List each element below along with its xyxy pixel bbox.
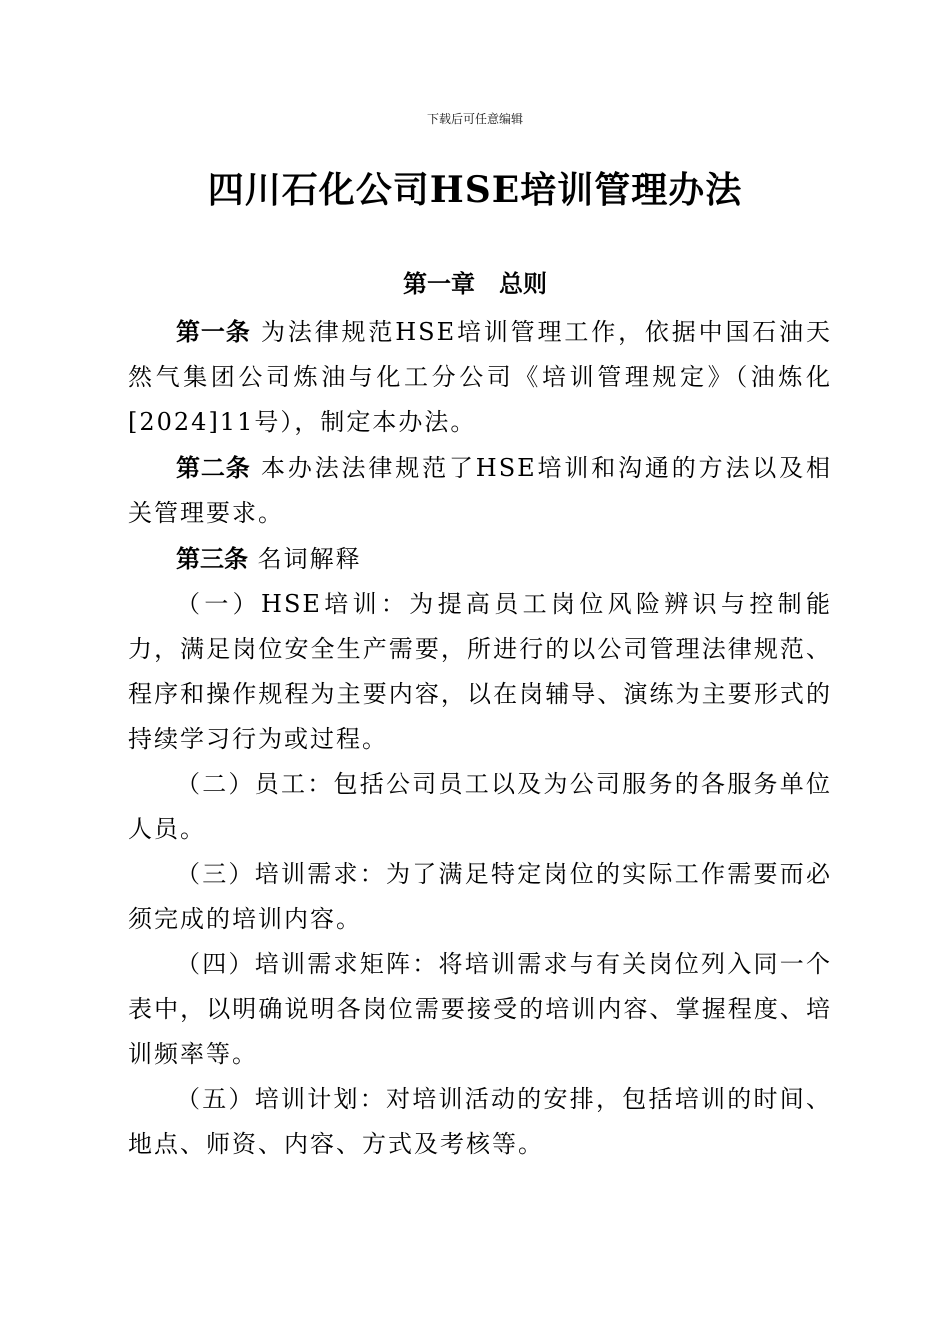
definition-1-paragraph: [128, 582, 832, 762]
definition-2-text: （二）员工：包括公司员工以及为公司服务的各服务单位人员。: [128, 770, 832, 843]
definition-1-text: （一）HSE培训：为提高员工岗位风险辨识与控制能力，满足岗位安全生产需要，所进行的以公司管理法律规范、程序和操作规程为主要内容，以在岗辅导、演练为主要形式的持续学习行为或过程。: [128, 590, 832, 753]
document-title: 四川石化公司HSE培训管理办法: [207, 169, 743, 211]
definition-4-text: （四）培训需求矩阵：将培训需求与有关岗位列入同一个表中，以明确说明各岗位需要接受的培训内容、掌握程度、培训频率等。: [128, 950, 832, 1068]
article-3-text: 名词解释: [248, 545, 362, 573]
article-2-paragraph: [128, 445, 832, 536]
article-3-paragraph: [128, 536, 832, 582]
article-1-label: 第一条: [176, 317, 251, 346]
chapter-title: 第一章 总则: [403, 269, 547, 298]
article-2-text: 本办法法律规范了HSE培训和沟通的方法以及相关管理要求。: [128, 454, 832, 527]
article-2-label: 第二条: [176, 453, 251, 482]
definition-5-text: （五）培训计划：对培训活动的安排，包括培训的时间、地点、师资、内容、方式及考核等。: [128, 1085, 832, 1158]
definition-5-paragraph: [128, 1077, 832, 1167]
article-3-label: 第三条: [176, 544, 248, 573]
definition-4-paragraph: [128, 942, 832, 1077]
article-1-paragraph: [128, 309, 832, 445]
header-note: 下载后可任意编辑: [426, 112, 523, 126]
article-1-text: 为法律规范HSE培训管理工作，依据中国石油天然气集团公司炼油与化工分公司《培训管理规定》（油炼化[2024]11号），制定本办法。: [128, 318, 832, 436]
definition-3-paragraph: [128, 852, 832, 942]
definition-2-paragraph: [128, 762, 832, 852]
definition-3-text: （三）培训需求：为了满足特定岗位的实际工作需要而必须完成的培训内容。: [128, 860, 832, 933]
document-body: [128, 309, 832, 1167]
